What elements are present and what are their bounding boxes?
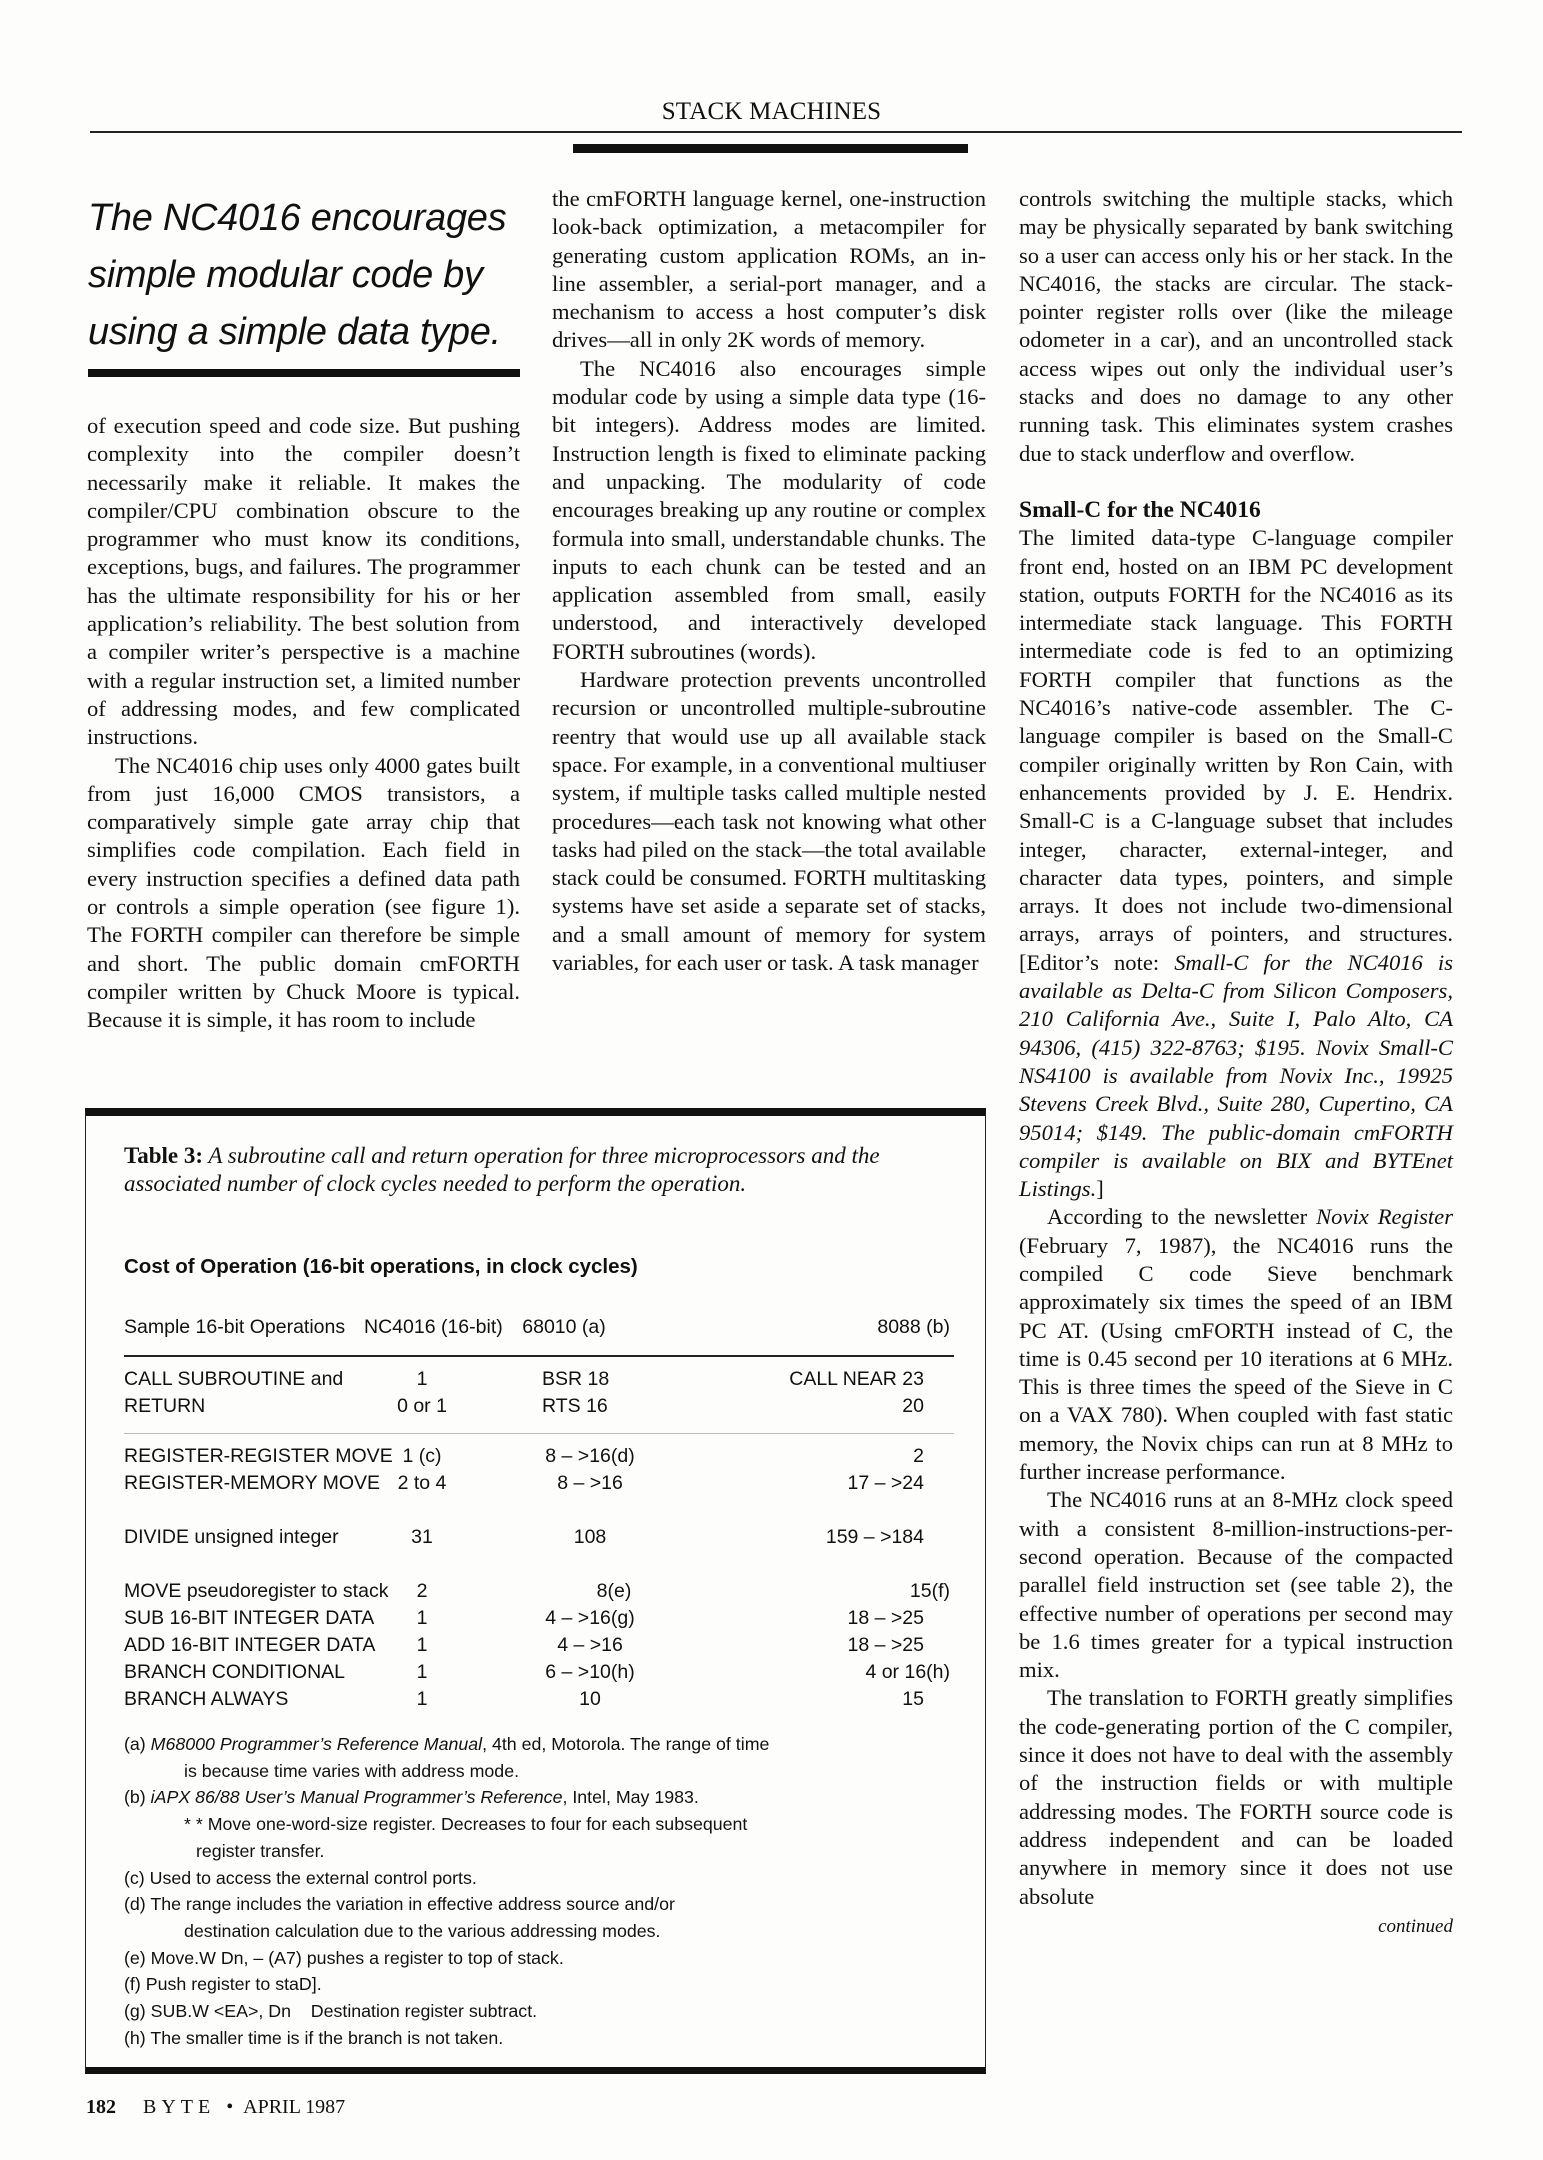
table-row xyxy=(124,1605,954,1632)
text: (a) xyxy=(124,1734,151,1754)
cell: BRANCH ALWAYS xyxy=(124,1688,289,1710)
cell: BRANCH CONDITIONAL xyxy=(124,1661,346,1683)
cell: 2 xyxy=(913,1445,924,1467)
magazine-name: BYTE xyxy=(143,2096,216,2118)
editors-note: Small-C for the NC4016 is available as Delta-C from Silicon Composers, 210 California Ave., Suite I, Palo Alto, CA 94306, (415) 322-8763; $195. Novix Small-C NS4100 is available from Novix Inc., 19925 Stevens Creek Blvd., Suite 280, Cupertino, CA 95014; $149. The public-domain cmFORTH compiler is available on BIX and BYTEnet Listings. xyxy=(1019,949,1453,1202)
pull-quote xyxy=(88,190,528,361)
cell: 108 xyxy=(573,1526,607,1548)
cell: CALL NEAR 23 xyxy=(789,1368,924,1390)
table-caption-text: A subroutine call and return operation for three microprocessors and the associated number of clock cycles needed to perform the operation. xyxy=(124,1143,880,1196)
paragraph: The NC4016 runs at an 8-MHz clock speed with a consistent 8-million-instructions-per-second operation. Because of the compacted parallel field instruction set (see table 2), the effective number of operations per second may be 1.6 times greater for a typical instruction mix. xyxy=(1019,1487,1453,1683)
table-header-row xyxy=(124,1314,954,1344)
cell: 20 xyxy=(902,1395,924,1417)
table-row xyxy=(124,1578,954,1605)
cell: 159 – >184 xyxy=(825,1526,924,1548)
table-row xyxy=(124,1686,954,1713)
table-row xyxy=(124,1443,954,1470)
table-row xyxy=(124,1659,954,1686)
cell: 1 xyxy=(416,1368,428,1390)
text: , Intel, May 1983. xyxy=(562,1787,699,1808)
cell: 8 – >16(d) xyxy=(545,1445,635,1467)
cell: 15(f) xyxy=(909,1580,950,1602)
cell: 10 xyxy=(579,1688,601,1710)
cell: REGISTER-REGISTER MOVE xyxy=(124,1445,393,1467)
cell: 4 – >16(g) xyxy=(545,1607,635,1629)
footnote-d: (d) The range includes the variation in effective address source and/or xyxy=(124,1894,675,1915)
footnote-g: (g) SUB.W <EA>, Dn Destination register subtract. xyxy=(124,2001,538,2022)
cell: SUB 16-BIT INTEGER DATA xyxy=(124,1607,375,1629)
text: (b) xyxy=(124,1787,151,1808)
text: According to the newsletter xyxy=(1047,1204,1317,1230)
cell: 1 xyxy=(416,1688,428,1710)
table-row xyxy=(124,1393,954,1420)
cell: 1 xyxy=(416,1661,428,1683)
column-header: NC4016 (16-bit) xyxy=(364,1316,503,1338)
running-head: STACK MACHINES xyxy=(661,98,882,125)
text: , 4th ed, Motorola. The range of time xyxy=(482,1734,770,1754)
paragraph: Hardware protection prevents uncontrolled recursion or uncontrolled multiple-subroutine reentry that would use up all available stack space. For example, in a conventional multiuser system, if multiple tasks called multiple nested procedures—each task not knowing what other tasks had piled on the stack—the total available stack could be consumed. FORTH multitasking systems have set aside a separate set of stacks, and a small amount of memory for system variables, for each user or task. A task manager xyxy=(552,667,986,976)
cell: DIVIDE unsigned integer xyxy=(124,1526,339,1548)
footnote-d-cont: destination calculation due to the various addressing modes. xyxy=(184,1920,661,1941)
text: The limited data-type C-language compiler front end, hosted on an IBM PC development station, outputs FORTH for the NC4016 as its intermediate stack language. This FORTH intermediate code is fed to an optimizing FORTH compiler that functions as the NC4016’s native-code assembler. The C-language compiler is based on the Small-C compiler originally written by Ron Cain, with enhancements provided by J. E. Hendrix. Small-C is a C-language subset that includes integer, character, external-integer, and character data types, pointers, and simple arrays. It does not include two-dimensional arrays, arrays of pointers, and structures. [Editor’s note: xyxy=(1019,525,1453,975)
paragraph xyxy=(1019,524,1453,1203)
footnote-a xyxy=(124,1731,964,1758)
cell: 1 xyxy=(416,1634,428,1656)
table-footnotes xyxy=(124,1731,964,2051)
cell: MOVE pseudoregister to stack xyxy=(124,1580,389,1602)
text: ] xyxy=(1096,1176,1104,1202)
continued-label: continued xyxy=(1378,1915,1453,1937)
table-row xyxy=(124,1366,954,1393)
pull-quote-line: The NC4016 encourages xyxy=(88,197,507,239)
footnote-c: (c) Used to access the external control ports. xyxy=(124,1867,477,1888)
table-caption xyxy=(124,1142,954,1198)
column-header: Sample 16-bit Operations xyxy=(124,1316,346,1338)
cell: 2 xyxy=(416,1580,428,1602)
cell: 1 xyxy=(416,1607,428,1629)
cell: 4 – >16 xyxy=(557,1634,623,1656)
paragraph: of execution speed and code size. But pushing complexity into the compiler doesn’t necessarily make it reliable. It makes the compiler/CPU combination obscure to the programmer who must know its conditions, exceptions, bugs, and failures. The programmer has the ultimate responsibility for his or her application’s reliability. The best solution from a compiler writer’s perspective is a machine with a regular instruction set, a limited number of addressing modes, and few complicated instructions. xyxy=(87,413,520,750)
table-row xyxy=(124,1632,954,1659)
separator-bullet: • xyxy=(226,2096,234,2118)
paragraph xyxy=(1019,1203,1453,1486)
footnote-h: (h) The smaller time is if the branch is not taken. xyxy=(124,2027,504,2048)
column-1 xyxy=(87,412,520,1035)
paragraph: controls switching the multiple stacks, which may be physically separated by bank switching so a user can access only his or her stack. In the NC4016, the stacks are circular. The stack-pointer register rolls over (like the mileage odometer in a car), and an uncontrolled stack access wipes out only the individual user’s stacks and does no damage to any other running task. This eliminates system crashes due to stack underflow and overflow. xyxy=(1019,186,1453,466)
text: (February 7, 1987), the NC4016 runs the compiled C code Sieve benchmark approximately six times the speed of an IBM PC AT. (Using cmFORTH instead of C, the time is 0.45 second per 10 iterations at 6 MHz. This is three times the speed of the Sieve in C on a VAX 780). When coupled with fast static memory, the Novix chips can run at 8 MHz to further increase performance. xyxy=(1019,1232,1453,1485)
cell: RETURN xyxy=(124,1395,206,1417)
column-header: 68010 (a) xyxy=(522,1316,606,1338)
footnote-b xyxy=(124,1784,964,1811)
footnote-b-note: * * Move one-word-size register. Decreases to four for each subsequent xyxy=(184,1814,748,1835)
footnote-e: (e) Move.W Dn, – (A7) pushes a register to top of stack. xyxy=(124,1947,564,1968)
cell: 1 (c) xyxy=(402,1445,442,1467)
cell: ADD 16-BIT INTEGER DATA xyxy=(124,1634,376,1656)
cell: RTS 16 xyxy=(542,1395,608,1417)
page-footer xyxy=(86,2096,345,2119)
cell: 6 – >10(h) xyxy=(545,1661,635,1683)
pull-quote-rule xyxy=(88,369,520,377)
reference-title: iAPX 86/88 User’s Manual Programmer’s Reference xyxy=(150,1787,563,1808)
table-subtitle: Cost of Operation (16-bit operations, in clock cycles) xyxy=(124,1255,638,1278)
section-heading: Small-C for the NC4016 xyxy=(1019,496,1261,523)
table-label: Table 3: xyxy=(124,1143,204,1168)
column-header: 8088 (b) xyxy=(877,1316,950,1338)
cell: 15 xyxy=(902,1688,924,1710)
column-3 xyxy=(1019,185,1453,1941)
reference-title: M68000 Programmer’s Reference Manual xyxy=(150,1734,483,1754)
cell: 18 – >25 xyxy=(847,1607,924,1629)
pull-quote-line: using a simple data type. xyxy=(88,311,501,353)
cell: 2 to 4 xyxy=(397,1472,447,1494)
issue-date: APRIL 1987 xyxy=(243,2096,346,2118)
paragraph: The NC4016 also encourages simple modular code by using a simple data type (16-bit integers). Address modes are limited. Instruction length is fixed to eliminate packing and unpacking. The modularity of code encourages breaking up any routine or complex formula into small, understandable chunks. The inputs to each chunk can be tested and an application assembled from small, easily understood, and interactively developed FORTH subroutines (words). xyxy=(552,355,986,664)
cell: 17 – >24 xyxy=(847,1472,924,1494)
footnote-a-cont: is because time varies with address mode. xyxy=(184,1760,520,1781)
paragraph: The NC4016 chip uses only 4000 gates built from just 16,000 CMOS transistors, a comparatively simple gate array chip that simplifies code compilation. Each field in every instruction specifies a defined data path or controls a simple operation (see figure 1). The FORTH compiler can therefore be simple and short. The public domain cmFORTH compiler written by Chuck Moore is typical. Because it is simple, it has room to include xyxy=(87,752,520,1033)
footnote-f: (f) Push register to staD]. xyxy=(124,1974,322,1995)
cell: 0 or 1 xyxy=(397,1395,447,1417)
table-3 xyxy=(85,1108,986,2074)
table-rule xyxy=(124,1355,954,1357)
cell: BSR 18 xyxy=(542,1368,610,1390)
paragraph: the cmFORTH language kernel, one-instruction look-back optimization, a metacompiler for generating custom application ROMs, an in-line assembler, a serial-port manager, and a mechanism to access a host computer’s disk drives—all in only 2K words of memory. xyxy=(552,186,986,353)
table-rule xyxy=(124,1433,954,1434)
table-row xyxy=(124,1524,954,1551)
cell: CALL SUBROUTINE and xyxy=(124,1368,344,1390)
cell: 31 xyxy=(411,1526,433,1548)
cell: 8 – >16 xyxy=(557,1472,623,1494)
cell: 18 – >25 xyxy=(847,1634,924,1656)
header-rule xyxy=(90,131,1462,133)
cell: REGISTER-MEMORY MOVE xyxy=(124,1472,381,1494)
newsletter-title: Novix Register xyxy=(1316,1204,1453,1230)
header-bar xyxy=(573,144,968,153)
footnote-b-note-cont: register transfer. xyxy=(196,1840,325,1861)
pull-quote-line: simple modular code by xyxy=(88,254,483,296)
cell: 8(e) xyxy=(596,1580,632,1602)
table-row xyxy=(124,1470,954,1497)
page-number: 182 xyxy=(86,2096,116,2118)
cell: 4 or 16(h) xyxy=(865,1661,950,1683)
paragraph: The translation to FORTH greatly simplifies the code-generating portion of the C compiler, since it does not have to deal with the assembly of the instruction fields or with multiple addressing modes. The FORTH source code is address independent and can be loaded anywhere in memory since it does not use absolute xyxy=(1019,1685,1453,1909)
column-2 xyxy=(552,185,986,977)
